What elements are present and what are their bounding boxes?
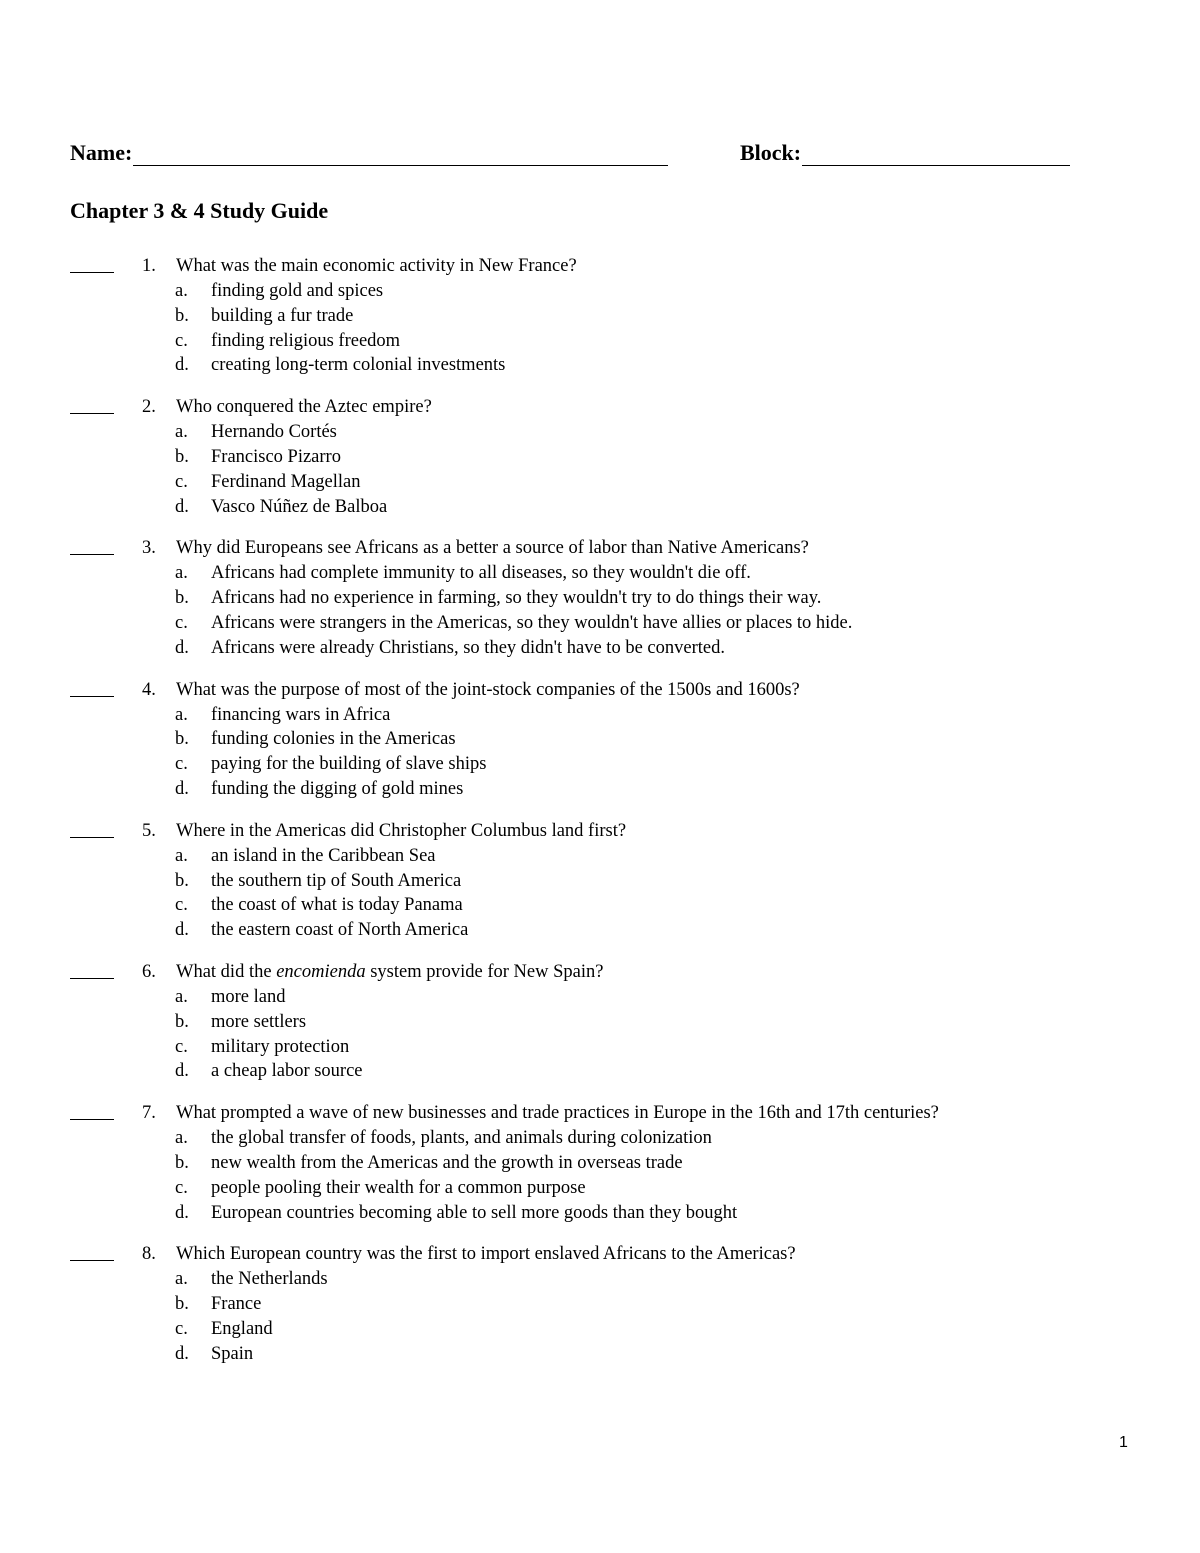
- choice-c: [70, 611, 1130, 636]
- choice-a: [70, 703, 1130, 728]
- choice-letter: b.: [175, 1152, 189, 1173]
- question-text-end: system provide for New Spain?: [365, 961, 604, 982]
- choice-text: Africans had complete immunity to all diseases, so they wouldn't die off.: [211, 563, 751, 584]
- choice-text: Vasco Núñez de Balboa: [211, 496, 388, 517]
- choice-d: [70, 1201, 1130, 1226]
- choice-text: Africans were already Christians, so they didn't have to be converted.: [211, 637, 725, 658]
- choice-letter: d.: [175, 637, 189, 658]
- question-number: 1.: [142, 256, 156, 276]
- choice-b: [70, 869, 1130, 894]
- choice-letter: b.: [175, 1294, 189, 1315]
- choice-a: [70, 1126, 1130, 1151]
- choice-text: European countries becoming able to sell more goods than they bought: [211, 1202, 738, 1223]
- choice-letter: d.: [175, 1202, 189, 1223]
- choice-text: Spain: [211, 1343, 254, 1364]
- choice-letter: c.: [175, 1177, 188, 1198]
- choice-letter: b.: [175, 446, 189, 467]
- choice-text: financing wars in Africa: [211, 704, 391, 725]
- choice-letter: c.: [175, 1318, 188, 1339]
- choice-letter: a.: [175, 563, 188, 584]
- choice-text: the global transfer of foods, plants, and animals during colonization: [211, 1128, 712, 1149]
- choice-c: [70, 1176, 1130, 1201]
- choice-letter: c.: [175, 1036, 188, 1057]
- question-number: 2.: [142, 397, 156, 418]
- question-text-italic-term: encomienda: [276, 961, 366, 982]
- choice-d: [70, 353, 1130, 378]
- choice-c: [70, 470, 1130, 495]
- block-field: [740, 140, 1070, 166]
- name-field: [70, 140, 668, 166]
- question-8: [70, 1242, 1130, 1366]
- choice-b: [70, 1292, 1130, 1317]
- choice-a: [70, 279, 1130, 304]
- choice-letter: c.: [175, 612, 188, 633]
- question-number: 8.: [142, 1244, 156, 1265]
- answer-blank[interactable]: [70, 413, 114, 414]
- choice-text: military protection: [211, 1036, 350, 1057]
- choice-text: more land: [211, 986, 286, 1007]
- choice-a: [70, 844, 1130, 869]
- choice-text: building a fur trade: [211, 305, 354, 326]
- choice-letter: a.: [175, 845, 188, 866]
- question-number: 3.: [142, 538, 156, 559]
- question-text: Where in the Americas did Christopher Columbus land first?: [176, 820, 627, 841]
- choice-a: [70, 420, 1130, 445]
- choice-text: the eastern coast of North America: [211, 920, 469, 941]
- choice-text: finding gold and spices: [211, 281, 384, 301]
- choice-a: [70, 985, 1130, 1010]
- choice-text: Ferdinand Magellan: [211, 471, 361, 492]
- choice-letter: b.: [175, 588, 189, 609]
- choice-b: [70, 727, 1130, 752]
- choice-text: funding colonies in the Americas: [211, 729, 456, 750]
- choice-letter: a.: [175, 1128, 188, 1149]
- choice-letter: d.: [175, 778, 189, 799]
- choice-a: [70, 561, 1130, 586]
- choice-c: [70, 1035, 1130, 1060]
- choice-letter: d.: [175, 496, 189, 517]
- name-label: Name:: [70, 140, 133, 165]
- choice-letter: b.: [175, 870, 189, 891]
- header-row: [70, 140, 1090, 176]
- choice-letter: c.: [175, 754, 188, 775]
- question-1: [70, 254, 1130, 378]
- choice-letter: b.: [175, 1011, 189, 1032]
- question-text: What prompted a wave of new businesses and trade practices in Europe in the 16th and 17th centuries?: [176, 1103, 939, 1124]
- answer-blank[interactable]: [70, 696, 114, 697]
- answer-blank[interactable]: [70, 1260, 114, 1261]
- choice-letter: a.: [175, 986, 188, 1007]
- choice-text: France: [211, 1294, 262, 1315]
- choice-text: the southern tip of South America: [211, 870, 462, 891]
- choice-text: Francisco Pizarro: [211, 446, 341, 467]
- choice-text: creating long-term colonial investments: [211, 355, 506, 376]
- choice-text: finding religious freedom: [211, 330, 401, 351]
- choice-b: [70, 586, 1130, 611]
- choice-c: [70, 893, 1130, 918]
- choice-d: [70, 495, 1130, 520]
- choice-c: [70, 752, 1130, 777]
- choice-d: [70, 636, 1130, 661]
- choice-letter: c.: [175, 330, 188, 351]
- choice-text: more settlers: [211, 1011, 307, 1032]
- choice-letter: c.: [175, 895, 188, 916]
- choice-letter: d.: [175, 355, 189, 376]
- choice-d: [70, 777, 1130, 802]
- choice-text: England: [211, 1318, 273, 1339]
- answer-blank[interactable]: [70, 837, 114, 838]
- choice-text: a cheap labor source: [211, 1061, 363, 1082]
- answer-blank[interactable]: [70, 1119, 114, 1120]
- choice-letter: b.: [175, 729, 189, 750]
- choice-text: Africans were strangers in the Americas, so they wouldn't have allies or places to hide.: [211, 612, 853, 633]
- choice-letter: c.: [175, 471, 188, 492]
- name-blank-line[interactable]: [133, 143, 668, 166]
- choice-d: [70, 1342, 1130, 1367]
- choice-c: [70, 1317, 1130, 1342]
- question-4: [70, 678, 1130, 802]
- choice-letter: a.: [175, 1269, 188, 1290]
- question-number: 6.: [142, 961, 156, 982]
- choice-letter: d.: [175, 1061, 189, 1082]
- question-3: [70, 536, 1130, 660]
- choice-letter: a.: [175, 422, 188, 443]
- choice-letter: a.: [175, 704, 188, 725]
- choice-letter: b.: [175, 305, 189, 326]
- choice-text: paying for the building of slave ships: [211, 754, 487, 775]
- page-title: Chapter 3 & 4 Study Guide: [70, 198, 329, 223]
- block-label: Block:: [740, 140, 802, 165]
- choice-b: [70, 304, 1130, 329]
- page-number: 1: [1119, 1434, 1128, 1451]
- question-text: What was the main economic activity in New France?: [176, 256, 577, 276]
- answer-blank[interactable]: [70, 978, 114, 979]
- question-number: 7.: [142, 1103, 156, 1124]
- question-text: Who conquered the Aztec empire?: [176, 397, 432, 418]
- question-text-start: What did the: [176, 961, 277, 982]
- choice-b: [70, 1151, 1130, 1176]
- question-2: [70, 395, 1130, 519]
- question-text: What was the purpose of most of the joint-stock companies of the 1500s and 1600s?: [176, 679, 800, 700]
- question-number: 5.: [142, 820, 156, 841]
- question-number: 4.: [142, 679, 156, 700]
- choice-text: Hernando Cortés: [211, 422, 337, 443]
- question-6: [70, 960, 1130, 1084]
- choice-text: the Netherlands: [211, 1269, 328, 1290]
- answer-blank[interactable]: [70, 554, 114, 555]
- choice-text: the coast of what is today Panama: [211, 895, 463, 916]
- choice-text: people pooling their wealth for a common purpose: [211, 1177, 586, 1198]
- choice-letter: d.: [175, 920, 189, 941]
- choice-a: [70, 1267, 1130, 1292]
- question-text: [176, 960, 603, 985]
- question-7: [70, 1101, 1130, 1225]
- choice-letter: a.: [175, 281, 188, 301]
- choice-text: new wealth from the Americas and the growth in overseas trade: [211, 1152, 683, 1173]
- choice-text: Africans had no experience in farming, so they wouldn't try to do things their way.: [211, 588, 822, 609]
- question-text: Which European country was the first to import enslaved Africans to the Americas?: [176, 1244, 796, 1265]
- answer-blank[interactable]: [70, 272, 114, 273]
- question-list: [70, 254, 1130, 1384]
- choice-text: an island in the Caribbean Sea: [211, 845, 436, 866]
- choice-c: [70, 329, 1130, 354]
- choice-d: [70, 1059, 1130, 1084]
- choice-text: funding the digging of gold mines: [211, 778, 464, 799]
- choice-b: [70, 1010, 1130, 1035]
- choice-b: [70, 445, 1130, 470]
- question-5: [70, 819, 1130, 943]
- block-blank-line[interactable]: [802, 143, 1070, 166]
- question-text: Why did Europeans see Africans as a better a source of labor than Native Americans?: [176, 538, 809, 559]
- choice-d: [70, 918, 1130, 943]
- choice-letter: d.: [175, 1343, 189, 1364]
